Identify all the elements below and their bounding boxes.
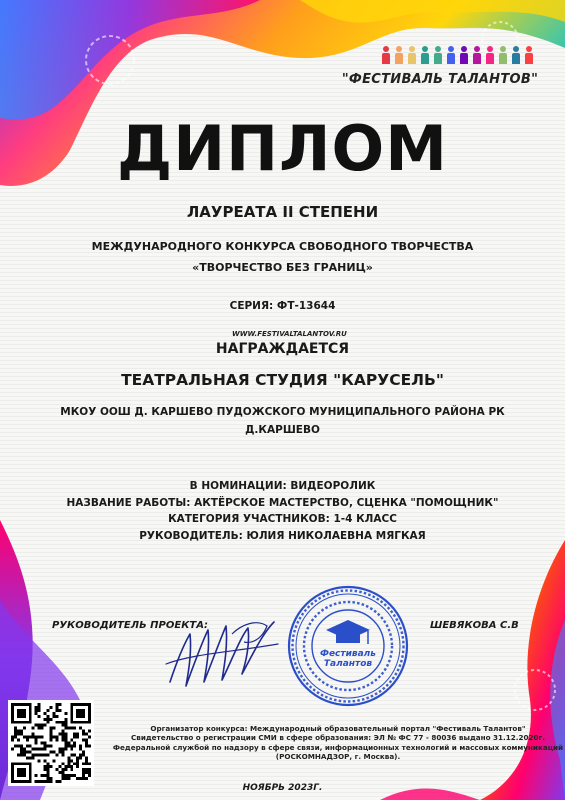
participant-category: КАТЕГОРИЯ УЧАСТНИКОВ: 1-4 КЛАСС [168, 513, 397, 525]
work-title: НАЗВАНИЕ РАБОТЫ: АКТЁРСКОЕ МАСТЕРСТВО, СЦЕНКА "ПОМОЩНИК" [66, 496, 499, 509]
person-figure [421, 46, 429, 64]
nomination: В НОМИНАЦИИ: ВИДЕОРОЛИК [189, 480, 376, 492]
handwritten-signature [162, 604, 282, 694]
person-figure [460, 46, 468, 64]
diploma-degree: ЛАУРЕАТА II СТЕПЕНИ [186, 203, 379, 221]
qr-code[interactable] [8, 700, 94, 786]
diploma-series: СЕРИЯ: ФТ-13644 [229, 300, 336, 312]
official-stamp [286, 584, 410, 708]
organizer-info [108, 724, 565, 762]
stamp-text-line2: Талантов [323, 659, 373, 669]
person-figure [525, 46, 533, 64]
website-link[interactable]: WWW.FESTIVALTALANTOV.RU [232, 330, 347, 338]
footer-line4: (РОСКОМНАДЗОР, г. Москва). [275, 752, 401, 762]
person-figure [408, 46, 416, 64]
footer-line1: Организатор конкурса: Международный образовательный портал "Фестиваль Талантов" [150, 724, 526, 733]
person-figure [486, 46, 494, 64]
person-figure [395, 46, 403, 64]
school-line2: Д.КАРШЕВО [245, 424, 320, 436]
school-line1: МКОУ ООШ Д. КАРШЕВО ПУДОЖСКОГО МУНИЦИПАЛЬНОГО РАЙОНА РК [60, 406, 505, 418]
contest-name-line2: «ТВОРЧЕСТВО БЕЗ ГРАНИЦ» [192, 261, 373, 274]
signatory-name: ШЕВЯКОВА С.В [430, 620, 519, 631]
festival-logo [340, 40, 540, 98]
person-figure [473, 46, 481, 64]
awarded-label: НАГРАЖДАЕТСЯ [215, 341, 350, 357]
supervisor: РУКОВОДИТЕЛЬ: ЮЛИЯ НИКОЛАЕВНА МЯГКАЯ [139, 529, 426, 542]
person-figure [447, 46, 455, 64]
diploma-title: ДИПЛОМ [117, 112, 448, 185]
issue-date: НОЯБРЬ 2023Г. [242, 783, 323, 793]
logo-text: "ФЕСТИВАЛЬ ТАЛАНТОВ" [341, 72, 539, 87]
stamp-text-line1: Фестиваль [320, 649, 376, 659]
person-figure [512, 46, 520, 64]
footer-line3: Федеральной службой по надзору в сфере связи, информационных технологий и массовых коммуникаций [112, 742, 564, 752]
recipient-name: ТЕАТРАЛЬНАЯ СТУДИЯ "КАРУСЕЛЬ" [121, 371, 444, 389]
person-figure [499, 46, 507, 64]
contest-name-line1: МЕЖДУНАРОДНОГО КОНКУРСА СВОБОДНОГО ТВОРЧЕСТВА [91, 240, 474, 253]
people-icon [382, 46, 533, 64]
person-figure [382, 46, 390, 64]
award-details [0, 478, 565, 544]
person-figure [434, 46, 442, 64]
footer-line2: Свидетельство о регистрации СМИ в сфере образования: ЭЛ № ФС 77 - 80036 выдано 31.12.2020г. [131, 733, 545, 743]
signature-label: РУКОВОДИТЕЛЬ ПРОЕКТА: [52, 620, 208, 631]
